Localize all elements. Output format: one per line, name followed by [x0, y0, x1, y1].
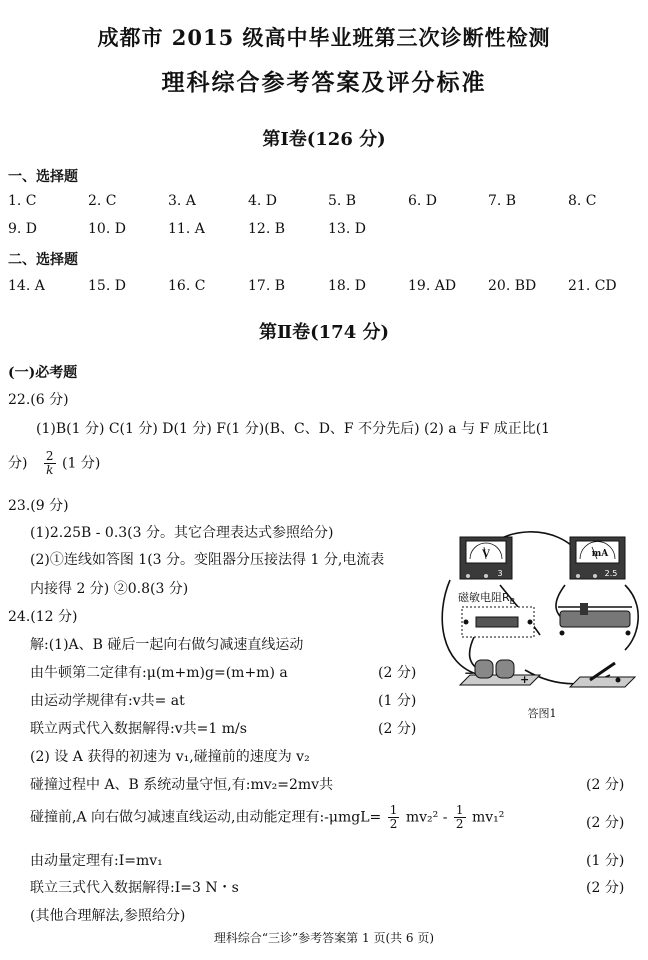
page-footer: 理科综合“三诊”参考答案第 1 页(共 6 页) [213, 931, 435, 945]
battery-cell [475, 660, 493, 678]
switch-base [570, 677, 635, 687]
q24-line5: (2) 设 A 获得的初速为 v₁,碰撞前的速度为 v₂ [30, 749, 310, 765]
ammeter-range: 2.5 [604, 569, 618, 578]
answer-item: 3. A [168, 193, 196, 209]
rheostat-slider [580, 603, 588, 615]
fraction-numerator: 2 [45, 449, 54, 463]
fraction-denominator: k [46, 463, 54, 477]
answer-item: 11. A [168, 221, 205, 237]
circuit-figure [440, 525, 645, 725]
rheostat [558, 603, 632, 636]
q22-line2 [8, 450, 100, 477]
terminal [464, 620, 469, 625]
q24-line6: 碰撞过程中 A、B 系统动量守恒,有:mv₂=2mv共 [30, 777, 334, 793]
score-mark: (2 分) [586, 880, 625, 896]
battery-plus: + [520, 673, 530, 686]
fraction-half [454, 804, 466, 831]
fraction-half [388, 804, 400, 831]
q22-line1: (1)B(1 分) C(1 分) D(1 分) F(1 分)(B、C、D、F 不分先后) (2) a 与 F 成正比(1 [36, 421, 551, 437]
answer-item: 14. A [8, 278, 45, 294]
q23-line2: (2)①连线如答图 1(3 分。变阻器分压接法得 1 分,电流表 [30, 552, 385, 568]
q23-heading: 23.(9 分) [8, 498, 69, 514]
q24-heading: 24.(12 分) [8, 609, 78, 625]
terminal [484, 574, 488, 578]
ammeter-label: mA [591, 549, 609, 559]
ammeter [570, 537, 625, 579]
answer-item: 19. AD [408, 278, 457, 294]
answer-item: 5. B [328, 193, 357, 209]
q24-line7-post: mv₁² [471, 809, 505, 826]
fraction-denominator: 2 [455, 817, 464, 831]
score-mark: (2 分) [586, 777, 625, 793]
terminal [576, 574, 580, 578]
answer-item: 20. BD [488, 278, 537, 294]
resistor-body [476, 617, 518, 627]
terminal [528, 620, 533, 625]
score-mark: (1 分) [378, 693, 417, 709]
fraction-numerator: 1 [455, 803, 464, 817]
answer-item: 17. B [248, 278, 286, 294]
q24-line2: 由牛顿第二定律有:μ(m+m)g=(m+m) a [30, 665, 288, 681]
answer-item: 7. B [488, 193, 517, 209]
q24-line7-pre: 碰撞前,A 向右做匀减速直线运动,由动能定理有:-μmgL= [30, 809, 382, 826]
terminal [466, 574, 470, 578]
part2-title: 第Ⅱ卷(174 分) [258, 322, 390, 343]
score-mark: (2 分) [378, 721, 417, 737]
answer-item: 2. C [88, 193, 117, 209]
rheostat-coil [560, 611, 630, 627]
voltmeter [460, 537, 512, 579]
q23-line1: (1)2.25B - 0.3(3 分。其它合理表达式参照给分) [30, 525, 334, 541]
magnetic-resistor [462, 607, 534, 637]
answer-item: 21. CD [568, 278, 617, 294]
part1-title: 第Ⅰ卷(126 分) [262, 129, 386, 150]
doc-title: 成都市 2015 级高中毕业班第三次诊断性检测 [97, 25, 551, 50]
q24-line7-mid: mv₂² - [405, 809, 448, 826]
answer-item: 4. D [248, 193, 278, 209]
q24-line9: 联立三式代入数据解得:I=3 N・s [30, 880, 239, 896]
battery-minus: − [464, 666, 475, 680]
q24-line8: 由动量定理有:I=mv₁ [30, 853, 163, 869]
voltmeter-range: 3 [497, 569, 503, 578]
sec1-title: 一、选择题 [8, 169, 78, 185]
q22-fraction [44, 450, 56, 477]
resistor-label [458, 590, 515, 606]
answer-item: 12. B [248, 221, 286, 237]
answer-item: 13. D [328, 221, 366, 237]
q22-heading: 22.(6 分) [8, 392, 69, 408]
required-questions-title: (一)必考题 [8, 365, 78, 381]
terminal [593, 574, 597, 578]
q24-line3: 由运动学规律有:v共= at [30, 693, 185, 709]
terminal [626, 631, 631, 636]
terminal [560, 631, 565, 636]
terminal [616, 678, 621, 683]
score-mark: (2 分) [378, 665, 417, 681]
fraction-denominator: 2 [389, 817, 398, 831]
q24-line1: 解:(1)A、B 碰后一起向右做匀减速直线运动 [30, 637, 304, 653]
figure-caption: 答图1 [527, 707, 557, 720]
q22-line2-post: (1 分) [62, 455, 101, 472]
q24-line4: 联立两式代入数据解得:v共=1 m/s [30, 721, 247, 737]
doc-subtitle: 理科综合参考答案及评分标准 [161, 69, 487, 96]
voltmeter-label: V [482, 549, 490, 560]
score-mark: (1 分) [586, 853, 625, 869]
score-mark: (2 分) [586, 815, 625, 831]
answer-item: 16. C [168, 278, 206, 294]
answer-item: 9. D [8, 221, 38, 237]
battery-cell [496, 660, 514, 678]
q22-line2-pre: 分) [8, 455, 28, 472]
q24-line10: (其他合理解法,参照给分) [30, 908, 186, 924]
answer-item: 1. C [8, 193, 37, 209]
answer-item: 15. D [88, 278, 126, 294]
resistor-label-text: 磁敏电阻R [458, 591, 510, 604]
answer-item: 8. C [568, 193, 597, 209]
answer-item: 18. D [328, 278, 366, 294]
fraction-numerator: 1 [389, 803, 398, 817]
answer-item: 10. D [88, 221, 126, 237]
switch [570, 663, 635, 687]
q24-line7 [30, 804, 504, 831]
q23-line3: 内接得 2 分) ②0.8(3 分) [30, 581, 189, 597]
resistor-label-sub: B [509, 597, 516, 606]
sec2-title: 二、选择题 [8, 252, 78, 268]
answer-item: 6. D [408, 193, 438, 209]
